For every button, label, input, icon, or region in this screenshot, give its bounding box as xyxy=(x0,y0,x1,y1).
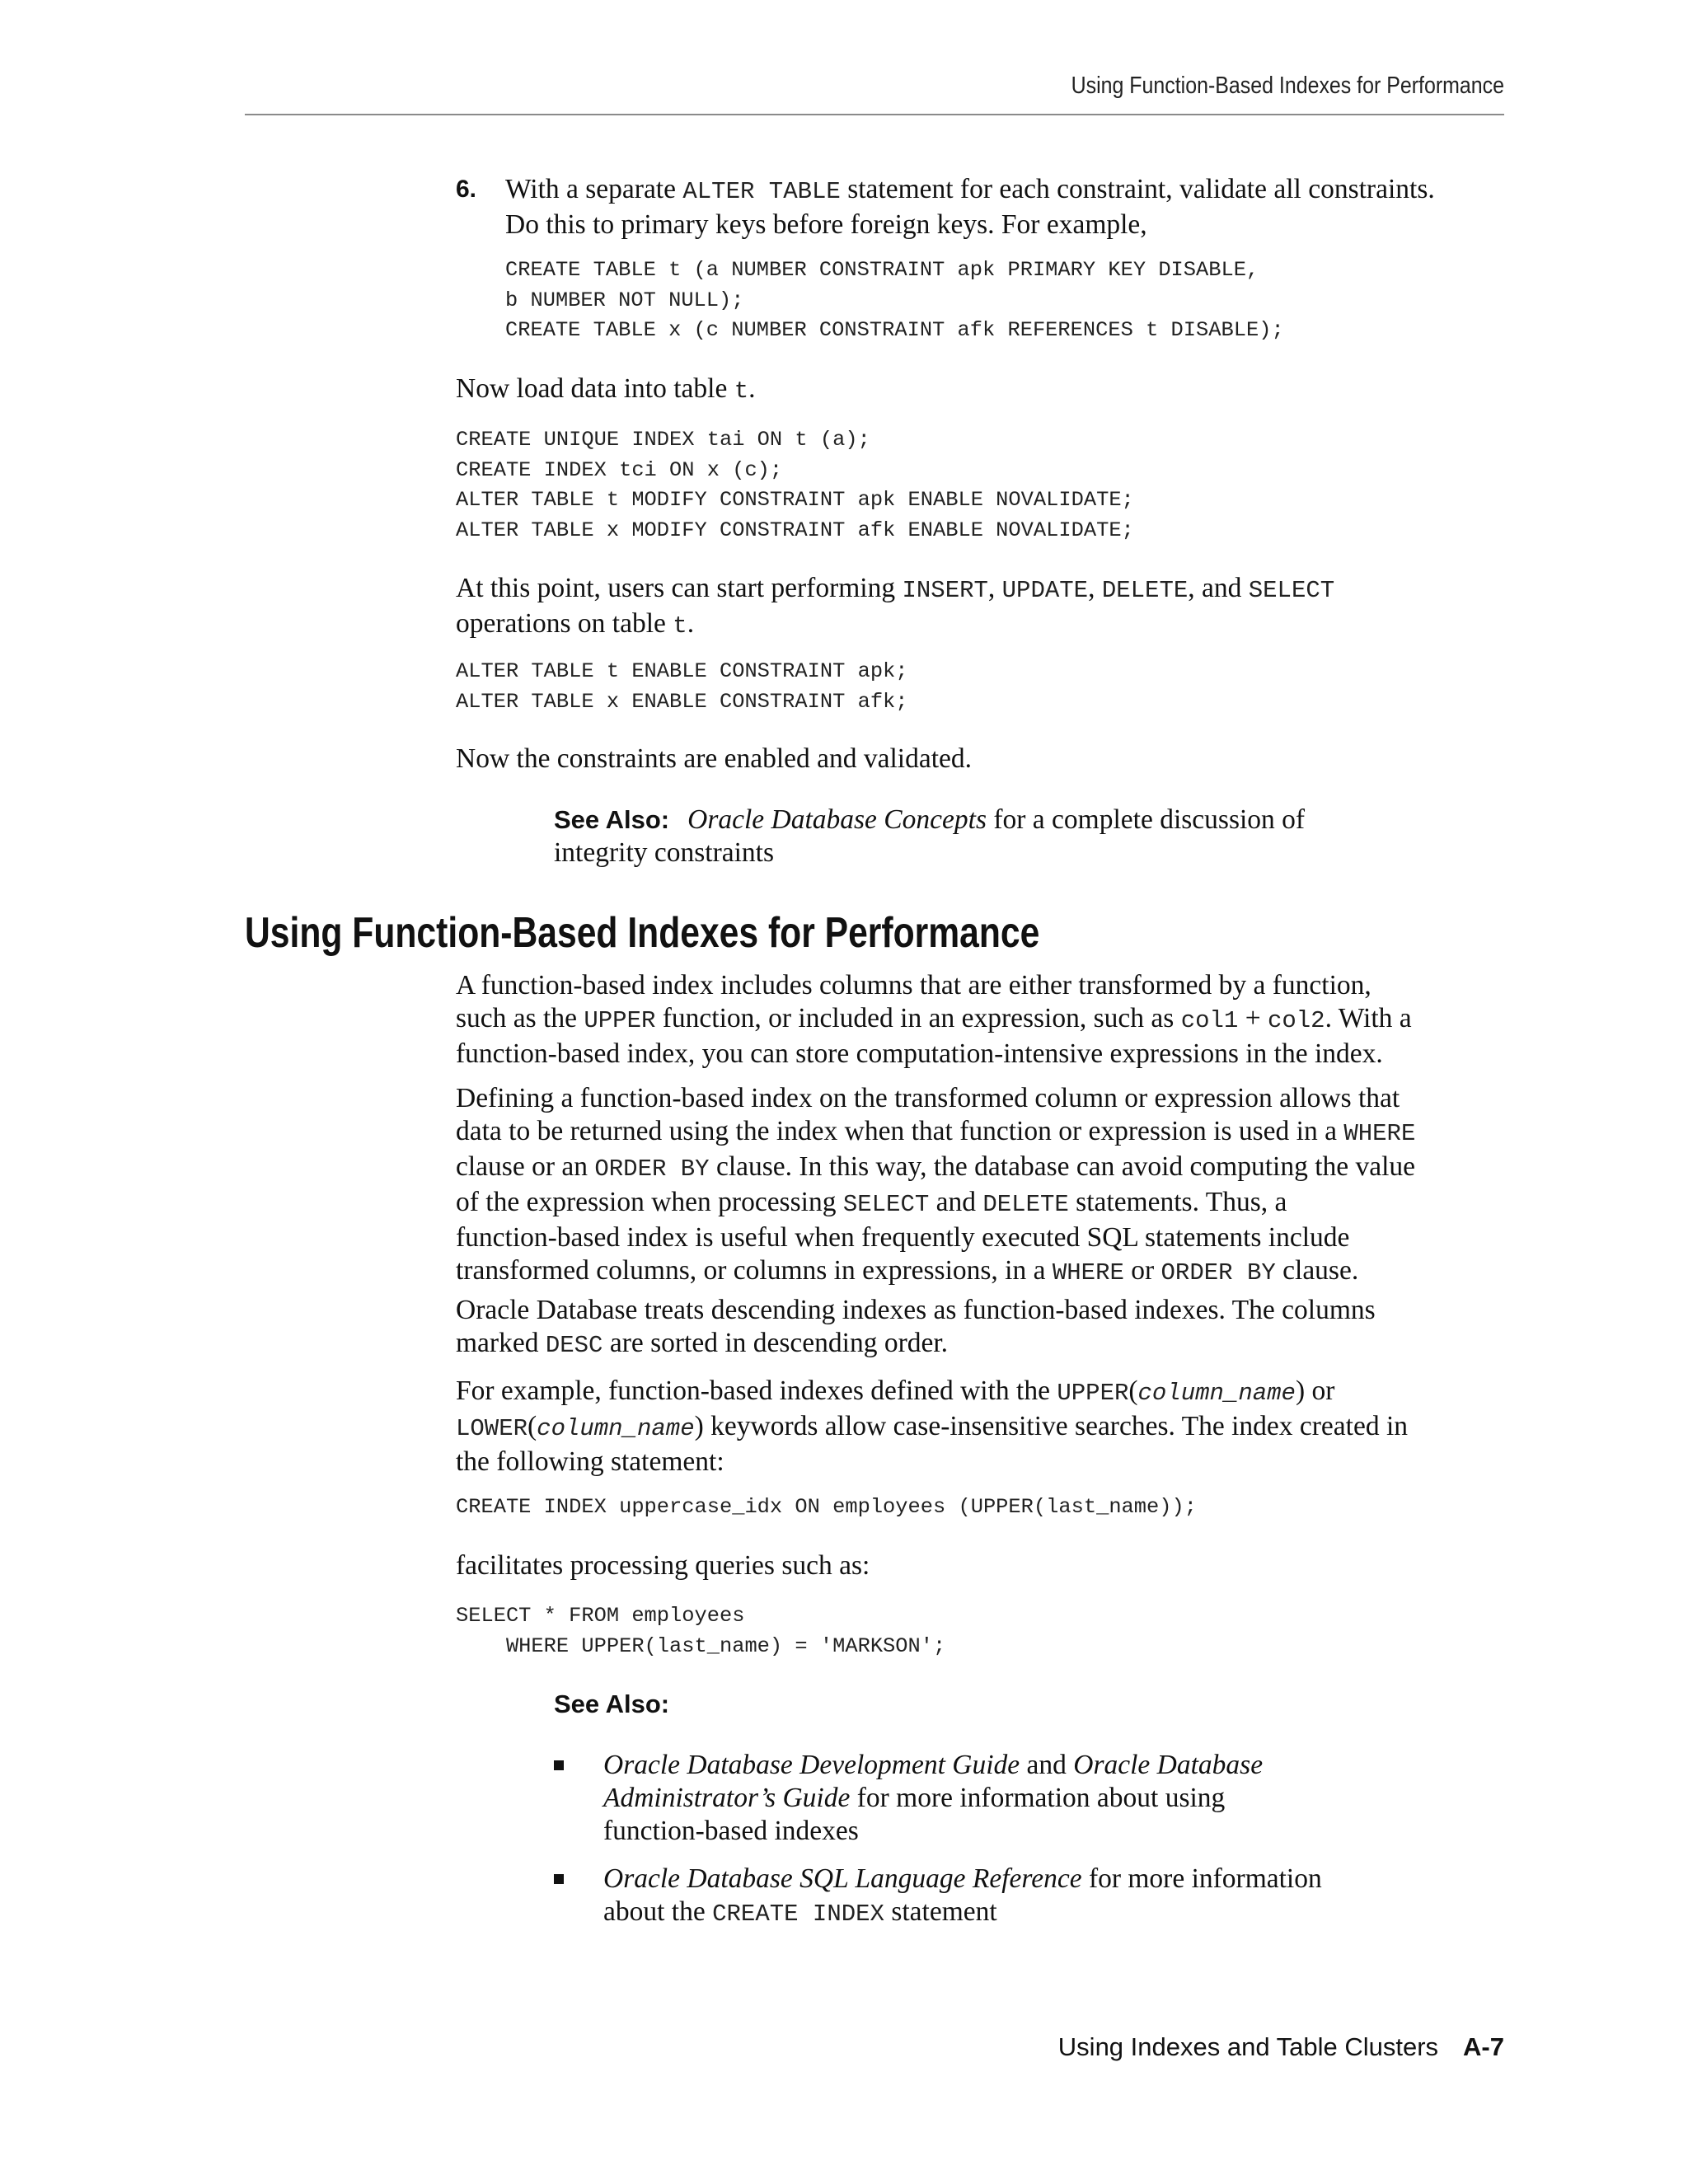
header-rule xyxy=(245,114,1504,115)
example-paragraph: For example, function-based indexes defined with the UPPER(column_name) or LOWER(column_name) keywords allow case-insensitive searches. The index created in the following statement: xyxy=(456,1376,1409,1477)
bullet-square-icon xyxy=(554,1760,564,1770)
inline-code: ALTER TABLE xyxy=(682,178,841,205)
step-number: 6. xyxy=(456,176,477,203)
page-number: A-7 xyxy=(1463,2032,1504,2061)
list-item: Oracle Database SQL Language Reference for more information about the CREATE INDEX statement xyxy=(554,1863,1322,1931)
load-data-paragraph: Now load data into table t. xyxy=(456,373,756,405)
step-6-line-2: Do this to primary keys before foreign keys. For example, xyxy=(505,209,1147,240)
descending-paragraph: Oracle Database treats descending indexes as function-based indexes. The columns marked DESC are sorted in descending order. xyxy=(456,1295,1376,1359)
running-header: Using Function-Based Indexes for Performance xyxy=(1071,73,1504,99)
footer-chapter: Using Indexes and Table Clusters xyxy=(1057,2032,1439,2061)
enable-code-block: ALTER TABLE t ENABLE CONSTRAINT apk; ALTER TABLE x ENABLE CONSTRAINT afk; xyxy=(456,659,908,714)
bullet-square-icon xyxy=(554,1874,564,1884)
see-also-label: See Also: xyxy=(554,1690,670,1718)
see-also-label: See Also: xyxy=(554,805,670,834)
step-6-code-block: CREATE TABLE t (a NUMBER CONSTRAINT apk PRIMARY KEY DISABLE, b NUMBER NOT NULL); CREATE TABLE x (c NUMBER CONSTRAINT afk REFERENCES t DISABLE); xyxy=(505,258,1284,342)
see-also-list xyxy=(554,1749,1322,1931)
section-heading: Using Function-Based Indexes for Performance xyxy=(245,909,1040,957)
facilitates-paragraph: facilitates processing queries such as: xyxy=(456,1550,870,1581)
defining-paragraph: Defining a function-based index on the transformed column or expression allows that data to be returned using the index when that function or expression is used in a WHERE clause or an ORDER BY clause. In this way, the database can avoid computing the value of the expression when processing SELECT and DELETE statements. Thus, a function-based index is useful when frequently executed SQL statements include transformed columns, or columns in expressions, in a WHERE or ORDER BY clause. xyxy=(456,1083,1416,1286)
operations-paragraph: At this point, users can start performing INSERT, UPDATE, DELETE, and SELECT operations on table t. xyxy=(456,573,1335,640)
list-item: Oracle Database Development Guide and Oracle Database Administrator’s Guide for more information about using function-based indexes xyxy=(554,1749,1322,1848)
book-title: Oracle Database Concepts xyxy=(687,804,987,835)
see-also-note-2 xyxy=(554,1688,1322,1931)
page-footer xyxy=(245,2032,1504,2062)
inline-code: t xyxy=(734,377,749,405)
see-also-note-1: See Also: Oracle Database Concepts for a complete discussion of integrity constraints xyxy=(554,804,1306,868)
step-6-line-1: With a separate ALTER TABLE statement for each constraint, validate all constraints. xyxy=(505,174,1435,205)
select-query-code: SELECT * FROM employees WHERE UPPER(last_name) = 'MARKSON'; xyxy=(456,1604,946,1658)
enabled-paragraph: Now the constraints are enabled and validated. xyxy=(456,743,973,774)
create-index-code: CREATE INDEX uppercase_idx ON employees (UPPER(last_name)); xyxy=(456,1495,1197,1519)
intro-paragraph: A function-based index includes columns that are either transformed by a function, such as the UPPER function, or included in an expression, such as col1 + col2. With a function-based index, you can store computation-intensive expressions in the index. xyxy=(456,970,1412,1069)
index-code-block: CREATE UNIQUE INDEX tai ON t (a); CREATE INDEX tci ON x (c); ALTER TABLE t MODIFY CONSTRAINT apk ENABLE NOVALIDATE; ALTER TABLE x MODIFY CONSTRAINT afk ENABLE NOVALIDATE; xyxy=(456,428,1134,542)
step-6-text xyxy=(505,173,1435,241)
